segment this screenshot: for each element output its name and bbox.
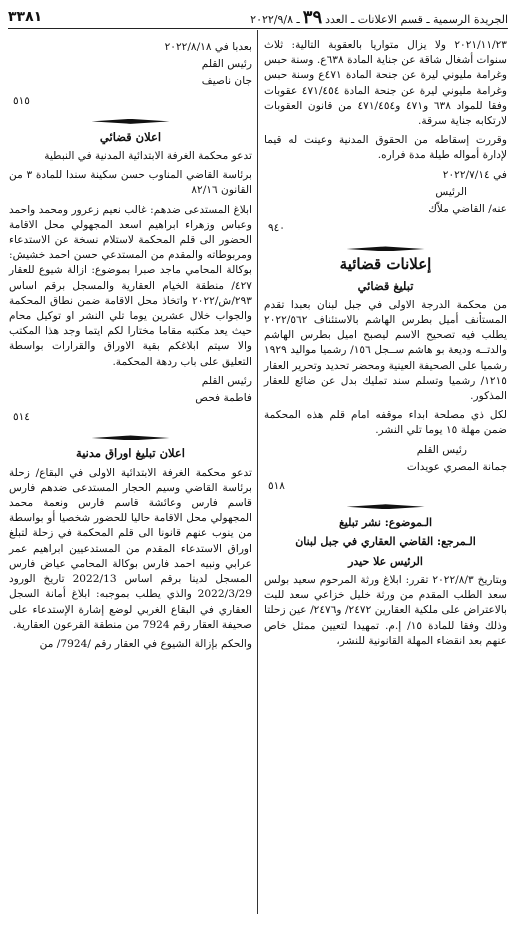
notice-body: لكل ذي مصلحة ابداء موقفه امام قلم هذه المحكمة ضمن مهلة ١٥ يوما تلي النشر. [264,409,507,437]
section-title: إعلانات قضائية [339,255,432,274]
notice-number: ٥١٥ [13,94,30,107]
signature-name: فاطمة فحص [195,392,252,405]
notice-title: اعلان تبليغ اوراق مدنية [76,446,185,461]
issue-date: ـ ٢٠٢٢/٩/٨ [250,12,300,26]
signature-title: رئيس القلم [201,58,252,71]
separator [264,246,507,251]
notice-title: اعلان قضائي [99,129,162,144]
decision-text: وقررت إسقاطه من الحقوق المدنية وعينت له قيما لإدارة أمواله طيلة مدة فراره. [264,134,507,162]
issue-number: ٣٩ [302,6,323,28]
subject-line: الـموضوع: نشر تبليغ [338,516,433,530]
separator-ornament [92,119,170,124]
notice-body: برئاسة القاضي المناوب حسن سكينة سندا للمادة ٣ من القانون ٨٢/١٦ [9,169,252,197]
column-divider [257,30,258,914]
separator-ornament [92,435,170,440]
page-number: ٣٣٨١ [8,9,43,25]
signature-title: رئيس القلم [201,374,252,387]
notice-body: وبتاريخ ٢٠٢٢/٨/٣ تقرر: ابلاغ ورثة المرحوم سعيد بولس سعد الطلب المقدم من ورثة خليل خزاعي سعد للبت بالاعتراض على ملكية العقارين ٢٤٧٢/ و٢٤٧٦/ عين زحلتا وذلك وفقا للمادة ١٥/ إ.م. تمهيدا لتعيين ممثل خاص عنهم بعد انقضاء المهلة القانونية للنشر، [264,573,508,647]
separator [264,504,507,509]
separator [9,435,252,440]
date-line: في ٢٠٢٢/٧/١٤ [442,168,507,181]
judge-line: الرئيس علا حيدر [348,554,423,568]
notice-body: من محكمة الدرجة الاولى في جبل لبنان بعبدا تقدم المستأنف أميل بطرس الهاشم بالاستئناف ٢٠٢٢/٥٦٢ يطلب فيه تصحيح الاسم ليصبح اميل بطرس الهاشم والدتــه وديعة بو هاشم ســجل ١٥٦/ رشميا مواليد ١٩٢٩ رشميا على الصحيفة العينية ومحضر تحديد وتحرير العقار ١٢١٥/ رشميا وتسلم سند تمليك بدل عن ضائع للعقار المذكور. [264,298,508,403]
header-title: الجريدة الرسمية ـ قسم الاعلانات ـ العدد٣٩ـ ٢٠٢٢/٩/٨ [250,6,508,28]
page-header [8,6,508,29]
reference-line: الـمرجع: القاضي العقاري في جبل لبنان [295,535,476,549]
notice-body: تدعو محكمة الغرفة الابتدائية الاولى في البقاع/ زحلة برئاسة القاضي وسيم الحجار المستدعى ضدهم فارس قاسم فارس وعائشة قاسم فارس ونعمة محمد المجهولي محل الاقامة حاليا للحضور شخصيا أو بواسطة من ينوب عنهم قانونا الى قلم المحكمة في زحلة لتبلغ اوراق الاستدعاء المقدم من المستدعيين ابراهيم عمر عرابي ونبيه احمد فارس بوكالة المحامي عياض فارس المسجل لدينا برقم اساس 2022/13 تاريخ الورود 2022/3/29 والذي يطلب بموجبه: ابلاغ أمانة السجل العقاري في البقاع الغربي لوضع إشارة الإستدعاء على صحيفة العقار رقم 7924 من منطقة القرعون العقارية. [9,466,252,631]
notice-number: ٥١٤ [13,411,30,424]
signature-name: عنه/ القاضي ملاّك [428,203,507,216]
separator-ornament [347,246,425,251]
separator-ornament [347,504,425,509]
signature-title: الرئيس [435,185,467,198]
signature-name: جمانة المصري عويدات [406,460,507,473]
notice-body: ابلاغ المستدعى ضدهم: غالب نعيم زعرور ومحمد واحمد وعباس وزهراء ابراهيم اسعد المجهولي محل الاقامة الحضور الى قلم المحكمة لاستلام نسخة عن الاستدعاء ومربوطاته والمقدم من المستدعي حسن احمد خشيش: بوكالة المحامي ماجد صبرا بموضوع: ازالة شيوع للعقار ٤٢٧/ منطقة الخيام العقارية والمسجل برقم اساس ٢٩٣/ش/٢٠٢٢ واتخاذ محل الاقامة ضمن نطاق المحكمة والجواب خلال عشرين يوما تلي النشر او توكيل محام حيث يعد مكتبه مقاما مختارا لكم ايتما وجد هذا المكتب والا سيتم ابلاغكم بقية الاوراق والقرارات بواسطة التعليق على باب ردهة المحكمة. [9,203,252,368]
signature-name: جان ناصيف [201,75,252,88]
right-column [264,38,507,653]
notice-title: تبليغ قضائي [357,278,414,293]
left-column [9,38,252,656]
notice-number: ٩٤٠ [268,222,285,235]
notice-number: ٥١٨ [268,480,285,493]
date-line: بعدبا في ٢٠٢٢/٨/١٨ [164,41,252,53]
notice-body: تدعو محكمة الغرفة الابتدائية المدنية في النبطية [44,150,252,163]
continuation-text: ٢٠٢١/١١/٢٣ ولا يزال متواريا بالعقوبة التالية: ثلاث سنوات أشغال شاقة عن جناية المادة ٦٣٨ع. وسنة حبس وغرامة مليوني ليرة عن جنحة المادة ٤٧١ع وسنة حبس وغرامة مليوني ليرة عن جنحة المادة ٤٧١/٤٥٤ عقوبات وفقا للمواد ٦٣٨ و٤٧١ و٤٧١/٤٥٤ من قانون العقوبات لارتكابه جناية سرقة. [264,39,508,128]
signature-title: رئيس القلم [416,443,467,456]
separator [9,119,252,124]
notice-body: والحكم بإزالة الشيوع في العقار رقم /7924/ من [39,637,252,650]
